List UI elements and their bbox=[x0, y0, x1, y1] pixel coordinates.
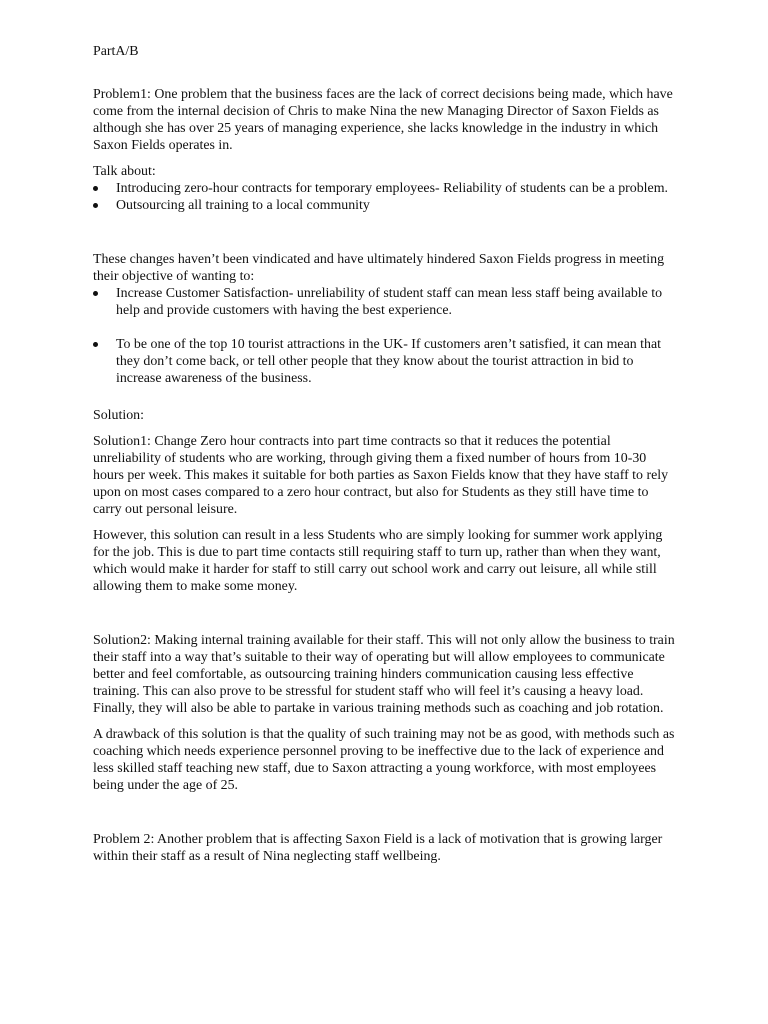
objectives-list bbox=[93, 285, 678, 387]
problem2-paragraph: Problem 2: Another problem that is affecting Saxon Field is a lack of motivation that is growing larger within their staff as a result of Nina neglecting staff wellbeing. bbox=[93, 832, 663, 864]
list-item bbox=[93, 197, 678, 214]
solution1-drawback-paragraph: However, this solution can result in a less Students who are simply looking for summer work applying for the job. This is due to part time contacts still requiring staff to turn up, rather than when they want, which would make it harder for staff to still carry out school work and carry out leisure, all while still allowing them to make some money. bbox=[93, 528, 663, 594]
list-item-text: Introducing zero-hour contracts for temporary employees- Reliability of students can be a problem. bbox=[116, 181, 668, 196]
changes-paragraph: These changes haven’t been vindicated and have ultimately hindered Saxon Fields progress in meeting their objective of wanting to: bbox=[93, 252, 665, 284]
talk-about-label: Talk about: bbox=[93, 164, 156, 179]
solution1-paragraph: Solution1: Change Zero hour contracts into part time contracts so that it reduces the potential unreliability of students who are working, through giving them a fixed number of hours from 10-30 hours per week. This makes it suitable for both parties as Saxon Fields know that they have staff to rely upon on most cases compared to a zero hour contract, but also for Students as they still have time to carry out personal leisure. bbox=[93, 434, 669, 517]
list-item-text: Outsourcing all training to a local community bbox=[116, 198, 370, 213]
list-item bbox=[93, 336, 678, 387]
solution2-paragraph: Solution2: Making internal training available for their staff. This will not only allow the business to train their staff into a way that’s suitable to their way of operating but will allow employees to communicate better and feel comfortable, as outsourcing training hinders communication causing less effective training. This can also prove to be stressful for student staff who will feel it’s causing a heavy load. Finally, they will also be able to partake in various training methods such as coaching and job rotation. bbox=[93, 633, 675, 716]
talk-about-list bbox=[93, 180, 678, 214]
solution2-drawback-paragraph: A drawback of this solution is that the quality of such training may not be as good, with methods such as coaching which needs experience personnel proving to be ineffective due to the lack of experience and less skilled staff teaching new staff, due to Saxon attracting a young workforce, with most employees being under the age of 25. bbox=[93, 727, 675, 793]
list-item bbox=[93, 285, 678, 319]
bullet-icon bbox=[93, 186, 98, 191]
document-header: PartA/B bbox=[93, 44, 139, 59]
solution-heading: Solution: bbox=[93, 408, 144, 423]
bullet-icon bbox=[93, 342, 98, 347]
problem1-paragraph: Problem1: One problem that the business faces are the lack of correct decisions being made, which have come from the internal decision of Chris to make Nina the new Managing Director of Saxon Fields as although she has over 25 years of managing experience, she lacks knowledge in the industry in which Saxon Fields operates in. bbox=[93, 87, 673, 153]
list-item-text: Increase Customer Satisfaction- unreliability of student staff can mean less staff being available to help and provide customers with having the best experience. bbox=[116, 286, 663, 318]
list-item-text: To be one of the top 10 tourist attractions in the UK- If customers aren’t satisfied, it can mean that they don’t come back, or tell other people that they know about the tourist attraction in bid to increase awareness of the business. bbox=[116, 337, 661, 386]
bullet-icon bbox=[93, 203, 98, 208]
document-page bbox=[93, 43, 678, 865]
list-item bbox=[93, 180, 678, 197]
bullet-icon bbox=[93, 291, 98, 296]
